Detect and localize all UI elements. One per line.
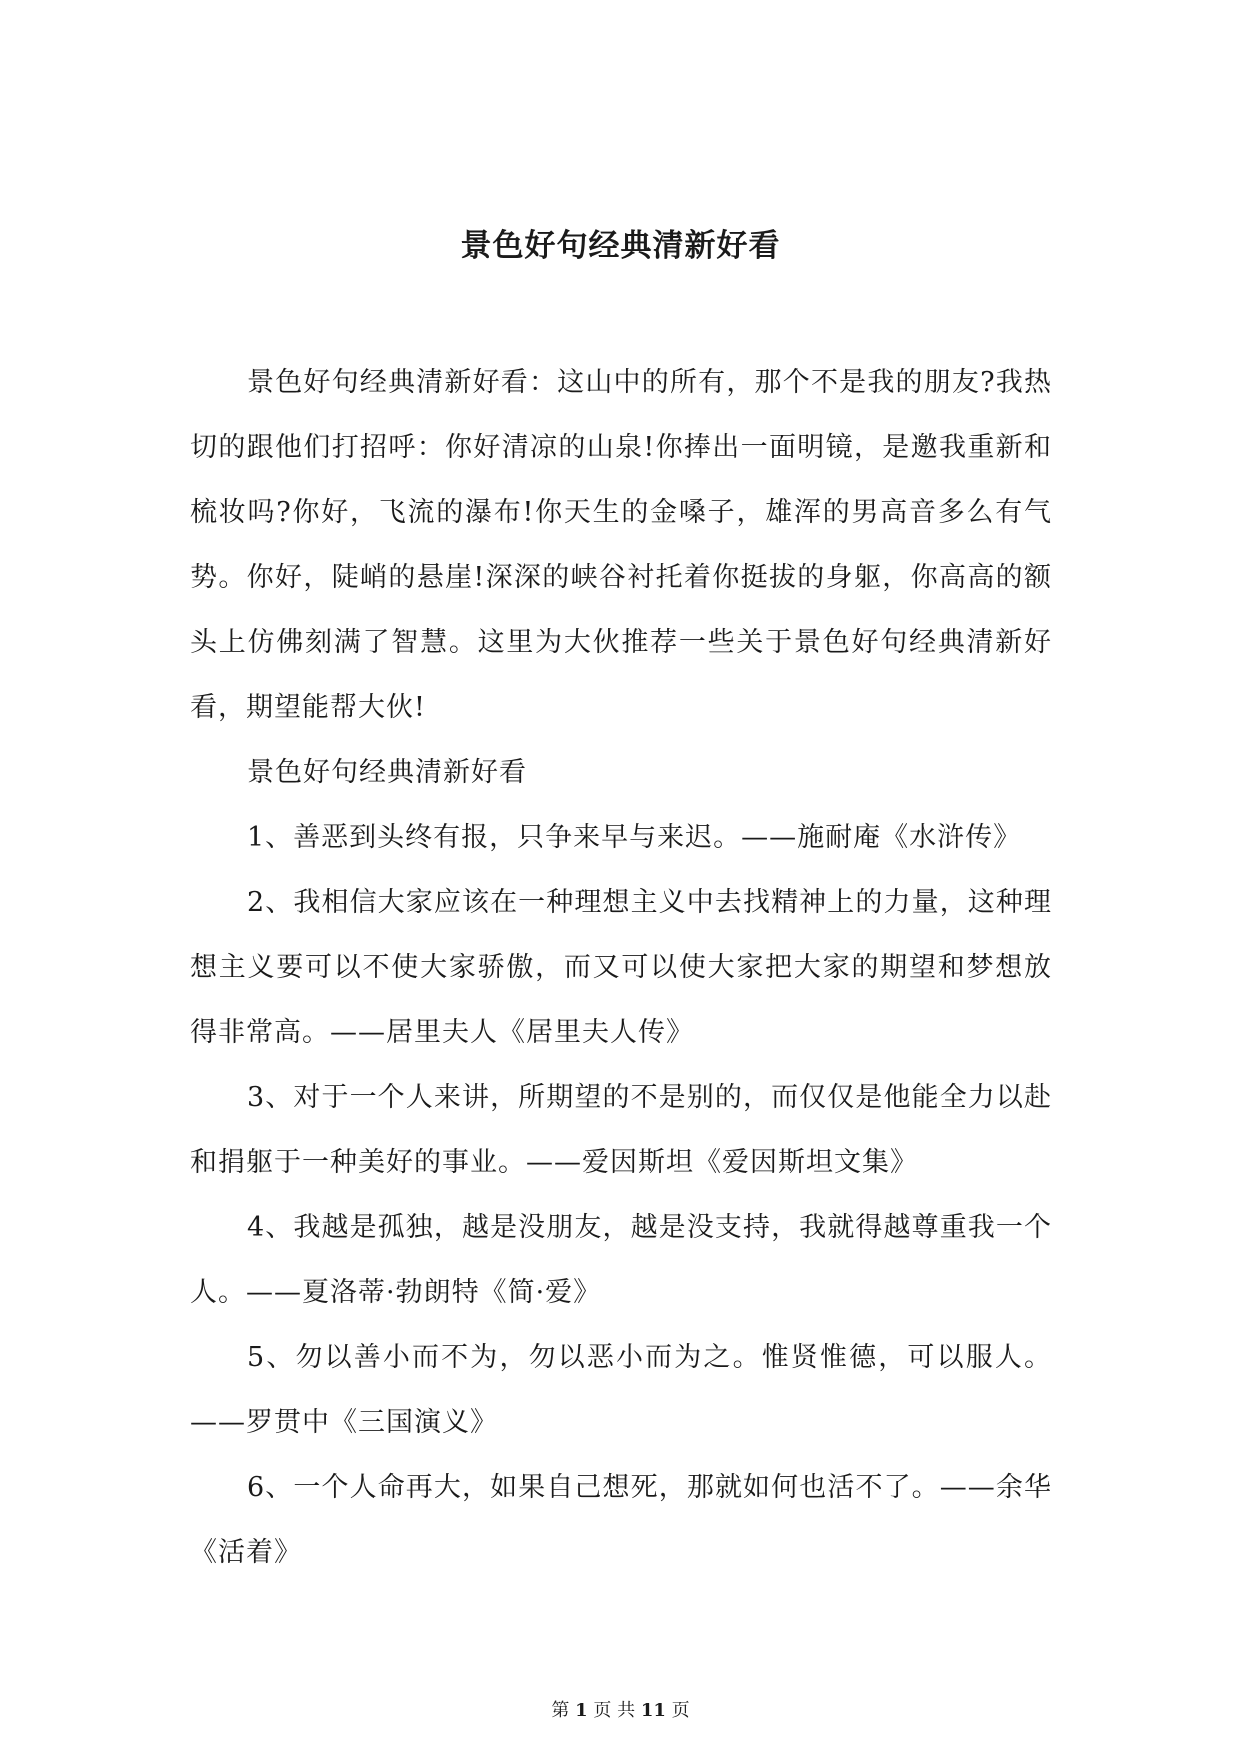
quote-item-2: 2、我相信大家应该在一种理想主义中去找精神上的力量，这种理想主义要可以不使大家骄傲，而又可以使大家把大家的期望和梦想放得非常高。——居里夫人《居里夫人传》 — [190, 887, 1052, 1048]
page-number-footer — [0, 1699, 1241, 1723]
footer-suffix: 页 — [671, 1700, 690, 1721]
quote-item-5: 5、勿以善小而不为，勿以恶小而为之。惟贤惟德，可以服人。——罗贯中《三国演义》 — [190, 1342, 1052, 1438]
footer-middle: 页 共 — [593, 1700, 636, 1721]
quote-item-4: 4、我越是孤独，越是没朋友，越是没支持，我就得越尊重我一个人。——夏洛蒂·勃朗特《简·爱》 — [190, 1212, 1052, 1308]
quote-item-6: 6、一个人命再大，如果自己想死，那就如何也活不了。——余华《活着》 — [190, 1472, 1052, 1568]
document-body — [190, 350, 1052, 1585]
quote-item-3: 3、对于一个人来讲，所期望的不是别的，而仅仅是他能全力以赴和捐躯于一种美好的事业。——爱因斯坦《爱因斯坦文集》 — [190, 1082, 1052, 1178]
intro-paragraph: 景色好句经典清新好看：这山中的所有，那个不是我的朋友?我热切的跟他们打招呼：你好清凉的山泉!你捧出一面明镜，是邀我重新和梳妆吗?你好，飞流的瀑布!你天生的金嗓子，雄浑的男高音多么有气势。你好，陡峭的悬崖!深深的峡谷衬托着你挺拔的身躯，你高高的额头上仿佛刻满了智慧。这里为大伙推荐一些关于景色好句经典清新好看，期望能帮大伙! — [190, 367, 1052, 723]
total-pages-number: 11 — [640, 1700, 666, 1721]
current-page-number: 1 — [575, 1700, 588, 1721]
document-title: 景色好句经典清新好看 — [460, 228, 781, 264]
footer-prefix: 第 — [551, 1700, 570, 1721]
section-heading: 景色好句经典清新好看 — [247, 757, 527, 788]
quote-item-1: 1、善恶到头终有报，只争来早与来迟。——施耐庵《水浒传》 — [247, 822, 1022, 853]
